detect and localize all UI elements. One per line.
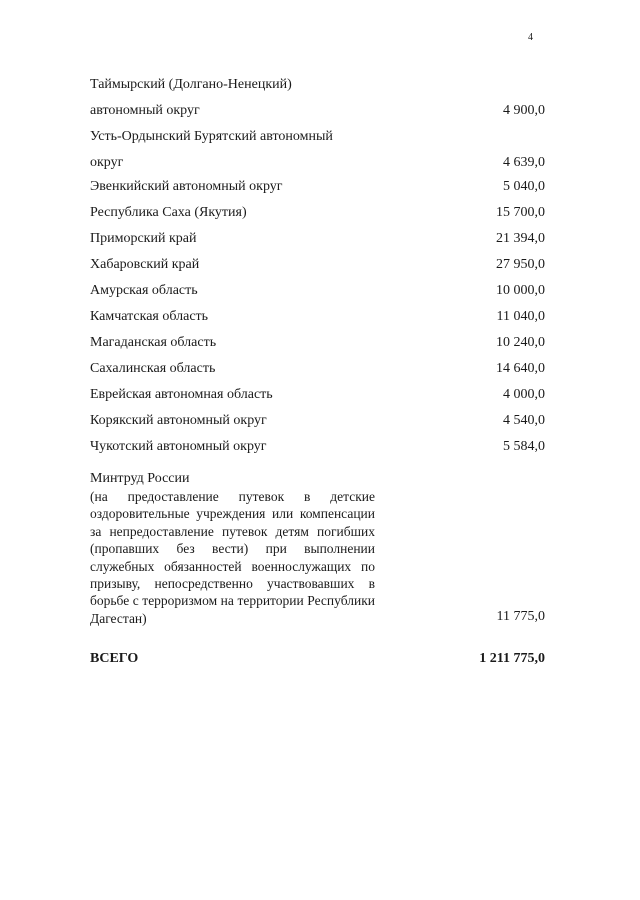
row-label: Сахалинская область (90, 361, 216, 376)
table-row (90, 256, 545, 274)
table-row (90, 386, 545, 404)
page-number: 4 (528, 32, 533, 43)
table-row (90, 204, 545, 222)
row-label-line: автономный округ (90, 103, 200, 118)
row-value: 10 000,0 (496, 283, 545, 298)
row-value: 4 000,0 (503, 387, 545, 402)
row-value: 5 584,0 (503, 439, 545, 454)
row-value: 27 950,0 (496, 257, 545, 272)
table-row (90, 178, 545, 196)
row-label-line: округ (90, 155, 124, 170)
row-value: 15 700,0 (496, 205, 545, 220)
row-value: 21 394,0 (496, 231, 545, 246)
table-row (90, 412, 545, 430)
table-row (90, 438, 545, 456)
row-label-line: Усть-Ордынский Бурятский автономный (90, 129, 333, 144)
row-value: 5 040,0 (503, 179, 545, 194)
table-row (90, 128, 545, 172)
table-row (90, 230, 545, 248)
row-label: Магаданская область (90, 335, 217, 350)
ministry-description: (на предоставление путевок в детские оздоровительные учреждения или компенсации за непредоставление путевок детям погибших (пропавших без вести) при выполнении служебных обязанностей военнослужащих по призыву, непосредственно участвовавших в борьбе с терроризмом на территории Республики Дагестан) (90, 489, 375, 626)
row-value: 11 040,0 (496, 309, 545, 324)
total-row (90, 650, 545, 668)
row-label: Амурская область (90, 283, 198, 298)
row-label: Камчатская область (90, 309, 209, 324)
total-value: 1 211 775,0 (479, 651, 545, 666)
ministry-value: 11 775,0 (496, 609, 545, 625)
row-value: 4 900,0 (503, 103, 545, 118)
table-row (90, 334, 545, 352)
row-label: Приморский край (90, 231, 197, 246)
row-label: Хабаровский край (90, 257, 200, 272)
row-label: Корякский автономный округ (90, 413, 267, 428)
row-value: 10 240,0 (496, 335, 545, 350)
row-value: 4 639,0 (503, 155, 545, 170)
table-row (90, 308, 545, 326)
row-label: Эвенкийский автономный округ (90, 179, 283, 194)
total-label: ВСЕГО (90, 651, 139, 666)
table-row (90, 76, 545, 120)
table-row (90, 282, 545, 300)
row-label: Еврейская автономная область (90, 387, 273, 402)
row-value: 4 540,0 (503, 413, 545, 428)
ministry-block (90, 470, 545, 627)
row-value: 14 640,0 (496, 361, 545, 376)
row-label: Республика Саха (Якутия) (90, 205, 247, 220)
row-label-line: Таймырский (Долгано-Ненецкий) (90, 77, 292, 92)
ministry-title: Минтруд России (90, 471, 190, 486)
table-row (90, 360, 545, 378)
row-label: Чукотский автономный округ (90, 439, 267, 454)
